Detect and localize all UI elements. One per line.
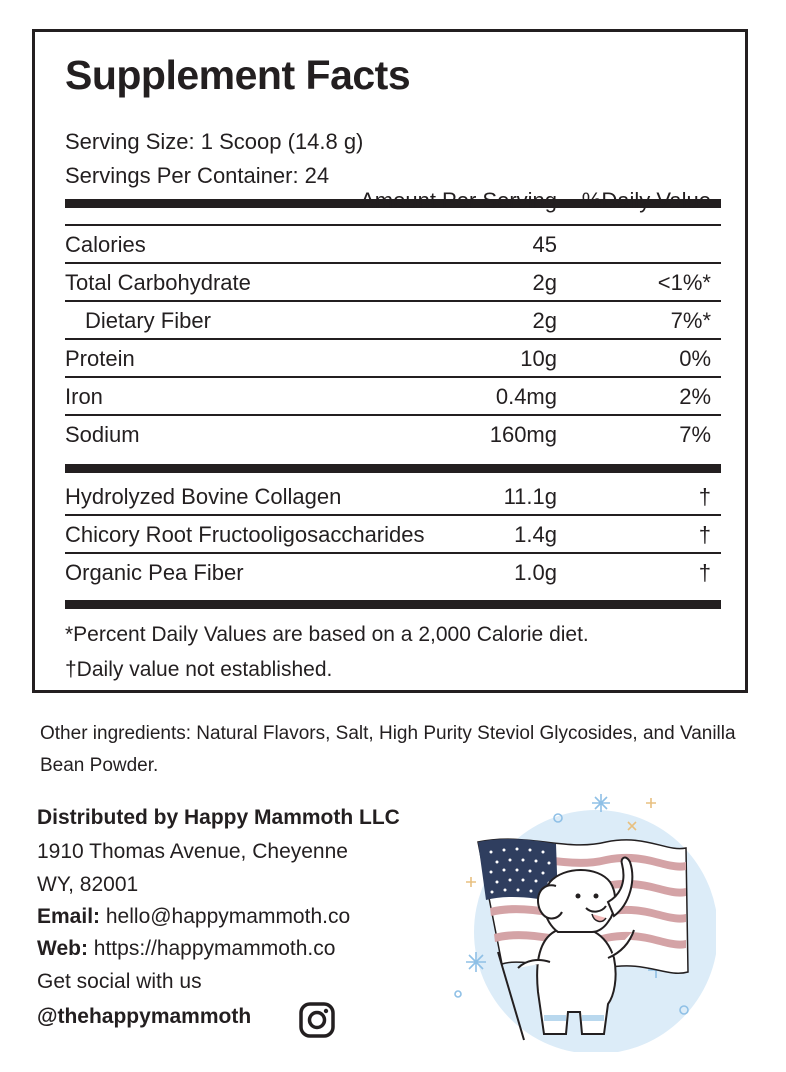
thick-divider <box>65 600 721 609</box>
nutrient-name: Total Carbohydrate <box>65 270 251 295</box>
nutrient-amount: 160mg <box>489 422 557 447</box>
nutrient-name: Sodium <box>65 422 140 447</box>
thick-divider <box>65 464 721 473</box>
email-link[interactable]: hello@happymammoth.co <box>105 905 351 928</box>
ingredient-row <box>65 478 721 516</box>
ingredient-amount: 11.1g <box>503 484 557 509</box>
nutrient-name: Iron <box>65 384 103 409</box>
nutrient-dv: 0% <box>679 346 711 371</box>
other-ingredients: Other ingredients: Natural Flavors, Salt, High Purity Steviol Glycosides, and Vanilla Bean Powder. <box>40 723 736 776</box>
nutrient-amount: 2g <box>532 308 557 333</box>
nutrient-amount: 0.4mg <box>495 384 557 409</box>
ingredient-name: Organic Pea Fiber <box>65 560 244 585</box>
mammoth-flag-illustration <box>446 782 716 1052</box>
column-header-amount: Amount Per Serving <box>360 188 557 213</box>
nutrient-amount: 45 <box>532 232 557 257</box>
social-handle[interactable]: @thehappymammoth <box>37 1005 252 1028</box>
web-link[interactable]: https://happymammoth.co <box>93 937 336 960</box>
nutrient-dv: 7% <box>679 422 711 447</box>
ingredient-row <box>65 554 721 592</box>
nutrient-row <box>65 378 721 416</box>
social-text: Get social with us <box>37 970 202 993</box>
nutrient-row <box>65 302 721 340</box>
ingredient-row <box>65 516 721 554</box>
email-label: Email: <box>37 905 101 928</box>
ingredient-amount: 1.4g <box>514 522 557 547</box>
web-line <box>37 937 335 961</box>
distributor-heading: Distributed by Happy Mammoth LLC <box>37 806 400 829</box>
nutrient-row <box>65 340 721 378</box>
ingredient-name: Hydrolyzed Bovine Collagen <box>65 484 342 509</box>
servings-per-container: Servings Per Container: 24 <box>65 163 330 188</box>
nutrient-name: Dietary Fiber <box>85 308 211 333</box>
nutrient-name: Protein <box>65 346 135 371</box>
address-line-2: WY, 82001 <box>37 873 139 896</box>
ingredient-dv: † <box>698 560 711 585</box>
footnote-not-established: †Daily value not established. <box>65 658 333 681</box>
ingredient-dv: † <box>698 522 711 547</box>
nutrient-row <box>65 226 721 264</box>
nutrient-dv: 2% <box>679 384 711 409</box>
serving-size: Serving Size: 1 Scoop (14.8 g) <box>65 129 364 154</box>
nutrient-row <box>65 264 721 302</box>
nutrient-amount: 2g <box>532 270 557 295</box>
nutrient-name: Calories <box>65 232 146 257</box>
nutrient-row <box>65 416 721 454</box>
nutrient-amount: 10g <box>520 346 557 371</box>
ingredient-dv: † <box>698 484 711 509</box>
web-label: Web: <box>37 937 88 960</box>
column-header-dv: %Daily Value <box>581 188 711 213</box>
email-line <box>37 905 350 929</box>
ingredient-name: Chicory Root Fructooligosaccharides <box>65 522 425 547</box>
instagram-icon[interactable] <box>298 1001 336 1039</box>
facts-title: Supplement Facts <box>65 52 411 98</box>
nutrient-dv: 7%* <box>670 308 711 333</box>
supplement-facts-panel <box>32 29 748 693</box>
ingredient-amount: 1.0g <box>514 560 557 585</box>
footnote-daily-values: *Percent Daily Values are based on a 2,000 Calorie diet. <box>65 623 589 646</box>
nutrient-dv: <1%* <box>657 270 711 295</box>
address-line-1: 1910 Thomas Avenue, Cheyenne <box>37 840 348 863</box>
